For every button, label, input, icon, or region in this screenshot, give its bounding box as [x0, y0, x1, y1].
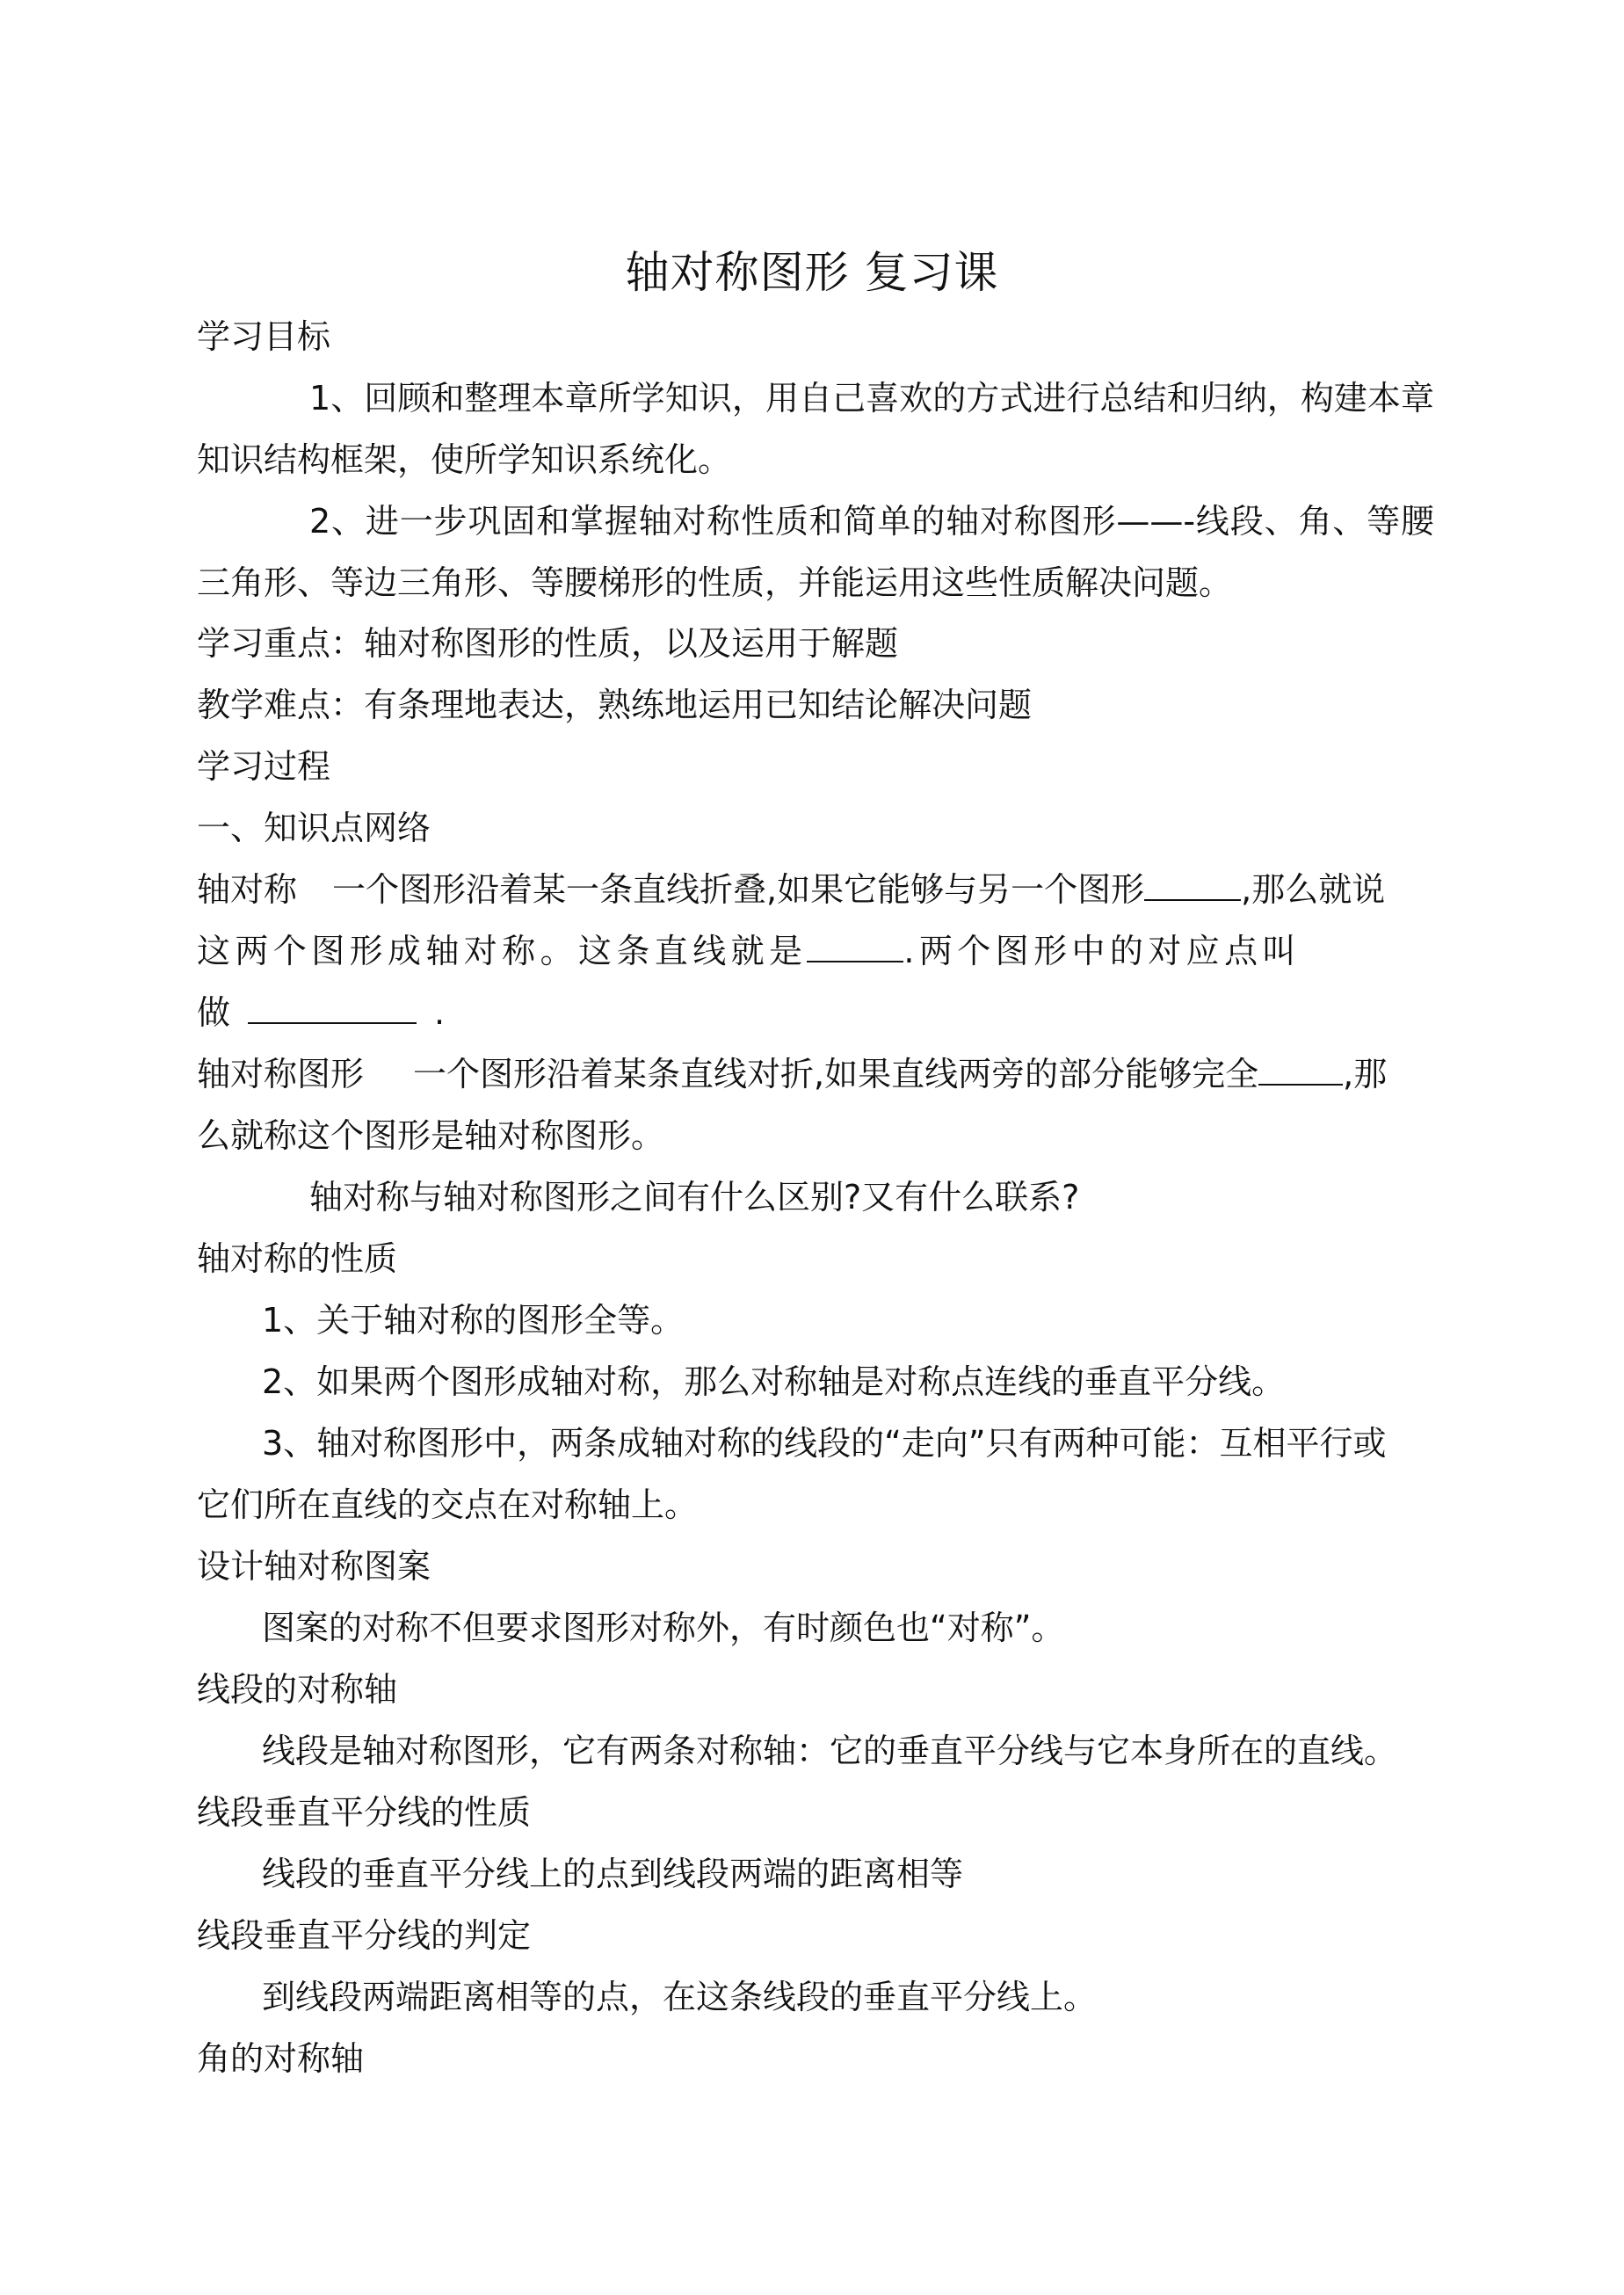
axial-symmetry-text-e: 做 [197, 993, 231, 1032]
objectives-heading: 学习目标 [197, 317, 331, 356]
property-item-2: 2、如果两个图形成轴对称，那么对称轴是对称点连线的垂直平分线。 [262, 1362, 1286, 1401]
fill-blank-1[interactable] [1144, 869, 1241, 901]
axial-symmetry-line-3 [197, 991, 445, 1035]
design-heading: 设计轴对称图案 [197, 1547, 431, 1586]
objective-1: 1、回顾和整理本章所学知识，用自己喜欢的方式进行总结和归纳，构建本章知识结构框架，使所学知识系统化。 [197, 379, 1434, 479]
property-item-3a: 3、轴对称图形中，两条成轴对称的线段的“走向”只有两种可能：互相平行或 [262, 1424, 1387, 1463]
axial-symmetry-text-d: .两个图形中的对应点叫 [903, 932, 1301, 970]
axial-figure-line-1 [197, 1052, 1387, 1096]
axial-symmetry-text-f: . [434, 993, 446, 1032]
key-point: 学习重点：轴对称图形的性质，以及运用于解题 [197, 624, 899, 663]
properties-heading: 轴对称的性质 [197, 1239, 398, 1278]
axial-figure-line-2: 么就称这个图形是轴对称图形。 [197, 1116, 665, 1155]
fill-blank-3[interactable] [248, 992, 417, 1024]
axial-symmetry-label: 轴对称 [197, 870, 298, 909]
angle-axis-heading: 角的对称轴 [197, 2039, 365, 2078]
axial-figure-text-a: 一个图形沿着某条直线对折,如果直线两旁的部分能够完全 [413, 1055, 1259, 1093]
axial-figure-text-b: ,那 [1343, 1055, 1388, 1093]
axial-symmetry-text-b: ,那么就说 [1241, 870, 1386, 909]
axial-symmetry-text-c: 这两个图形成轴对称。这条直线就是 [197, 932, 808, 970]
process-heading: 学习过程 [197, 747, 331, 786]
design-text: 图案的对称不但要求图形对称外，有时颜色也“对称”。 [262, 1609, 1065, 1647]
bisector-criterion-heading: 线段垂直平分线的判定 [197, 1916, 532, 1955]
bisector-property-heading: 线段垂直平分线的性质 [197, 1793, 532, 1832]
fill-blank-4[interactable] [1258, 1054, 1343, 1086]
bisector-criterion-text: 到线段两端距离相等的点，在这条线段的垂直平分线上。 [262, 1978, 1098, 2016]
property-item-3b: 它们所在直线的交点在对称轴上。 [197, 1485, 699, 1524]
bisector-property-text: 线段的垂直平分线上的点到线段两端的距离相等 [262, 1855, 964, 1893]
axial-symmetry-line-2 [197, 929, 1301, 973]
property-item-1: 1、关于轴对称的图形全等。 [262, 1301, 685, 1340]
network-heading: 一、知识点网络 [197, 809, 431, 847]
axial-figure-label: 轴对称图形 [197, 1055, 365, 1093]
axial-symmetry-line-1 [197, 868, 1385, 911]
page-title: 轴对称图形 复习课 [625, 247, 999, 298]
axial-symmetry-text-a: 一个图形沿着某一条直线折叠,如果它能够与另一个图形 [332, 870, 1145, 909]
segment-axis-text: 线段是轴对称图形，它有两条对称轴：它的垂直平分线与它本身所在的直线。 [262, 1732, 1398, 1770]
fill-blank-2[interactable] [807, 931, 903, 962]
question-text: 轴对称与轴对称图形之间有什么区别?又有什么联系? [309, 1178, 1080, 1216]
difficulty-point: 教学难点：有条理地表达，熟练地运用已知结论解决问题 [197, 686, 1033, 724]
objective-2: 2、进一步巩固和掌握轴对称性质和简单的轴对称图形——-线段、角、等腰三角形、等边三角形、等腰梯形的性质，并能运用这些性质解决问题。 [197, 502, 1434, 602]
segment-axis-heading: 线段的对称轴 [197, 1670, 398, 1709]
